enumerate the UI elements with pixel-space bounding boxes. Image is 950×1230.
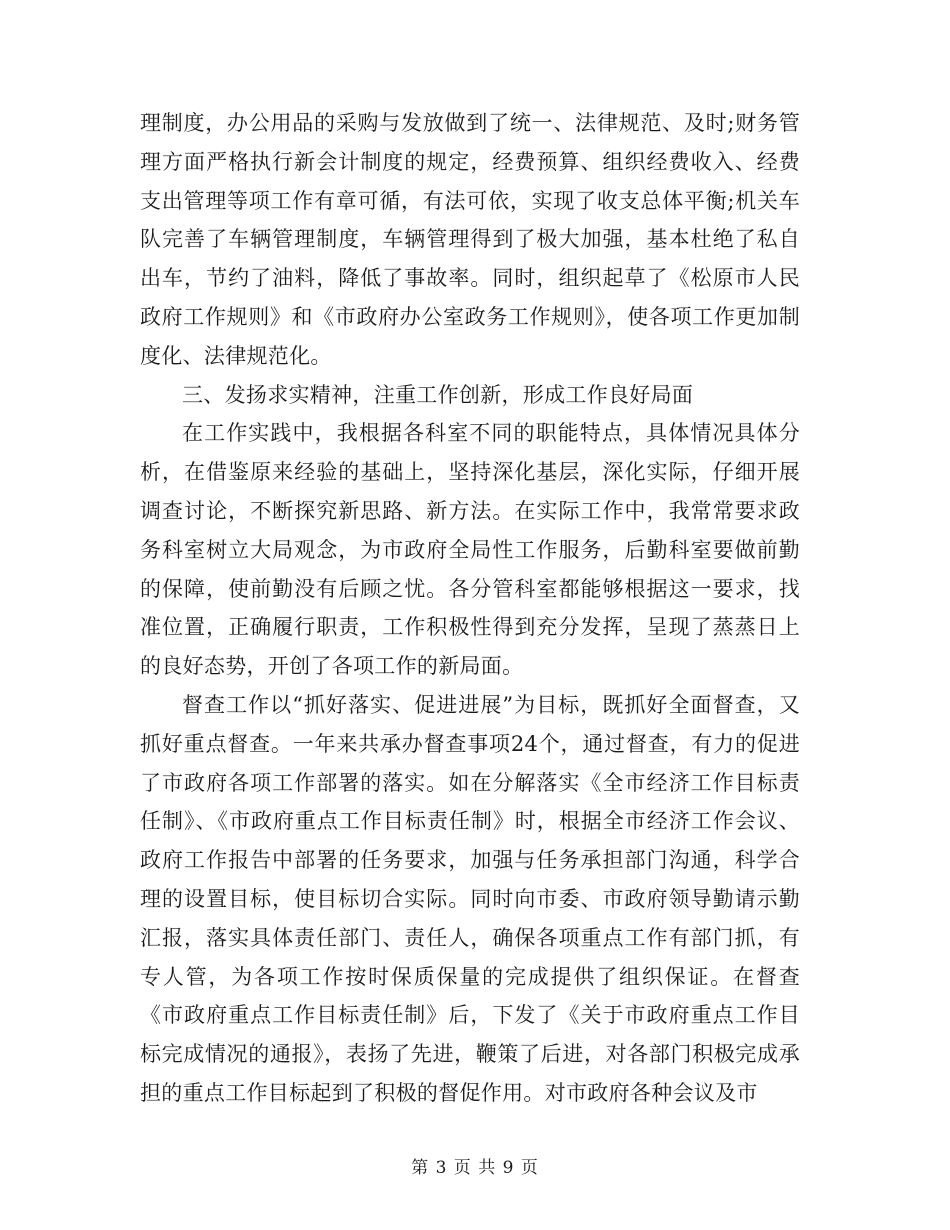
paragraph: 督查工作以“抓好落实、促进进展”为目标，既抓好全面督查，又抓好重点督查。一年来共承办督查事项24个，通过督查，有力的促进了市政府各项工作部署的落实。如在分解落实《全市经济工作目标责任制》、《市政府重点工作目标责任制》时，根据全市经济工作会议、政府工作报告中部署的任务要求，加强与任务承担部门沟通，科学合理的设置目标，使目标切合实际。同时向市委、市政府领导勤请示勤汇报，落实具体责任部门、责任人，确保各项重点工作有部门抓，有专人管，为各项工作按时保质保量的完成提供了组织保证。在督查《市政府重点工作目标责任制》后，下发了《关于市政府重点工作目标完成情况的通报》，表扬了先进，鞭策了后进，对各部门积极完成承担的重点工作目标起到了积极的督促作用。对市政府各种会议及市 [140,692,800,1105]
document-body [140,104,800,1113]
page-number: 第 3 页 共 9 页 [411,1158,539,1178]
section-heading: 三、发扬求实精神，注重工作创新，形成工作良好局面 [182,382,694,407]
paragraph-continued: 理制度，办公用品的采购与发放做到了统一、法律规范、及时;财务管理方面严格执行新会计制度的规定，经费预算、组织经费收入、经费支出管理等项工作有章可循，有法可依，实现了收支总体平衡;机关车队完善了车辆管理制度，车辆管理得到了极大加强，基本杜绝了私自出车，节约了油料，降低了事故率。同时，组织起草了《松原市人民政府工作规则》和《市政府办公室政务工作规则》，使各项工作更加制度化、法律规范化。 [140,111,800,368]
paragraph: 在工作实践中，我根据各科室不同的职能特点，具体情况具体分析，在借鉴原来经验的基础上，坚持深化基层，深化实际，仔细开展调查讨论，不断探究新思路、新方法。在实际工作中，我常常要求政务科室树立大局观念，为市政府全局性工作服务，后勤科室要做前勤的保障，使前勤没有后顾之忧。各分管科室都能够根据这一要求，找准位置，正确履行职责，工作积极性得到充分发挥，呈现了蒸蒸日上的良好态势，开创了各项工作的新局面。 [140,421,800,679]
